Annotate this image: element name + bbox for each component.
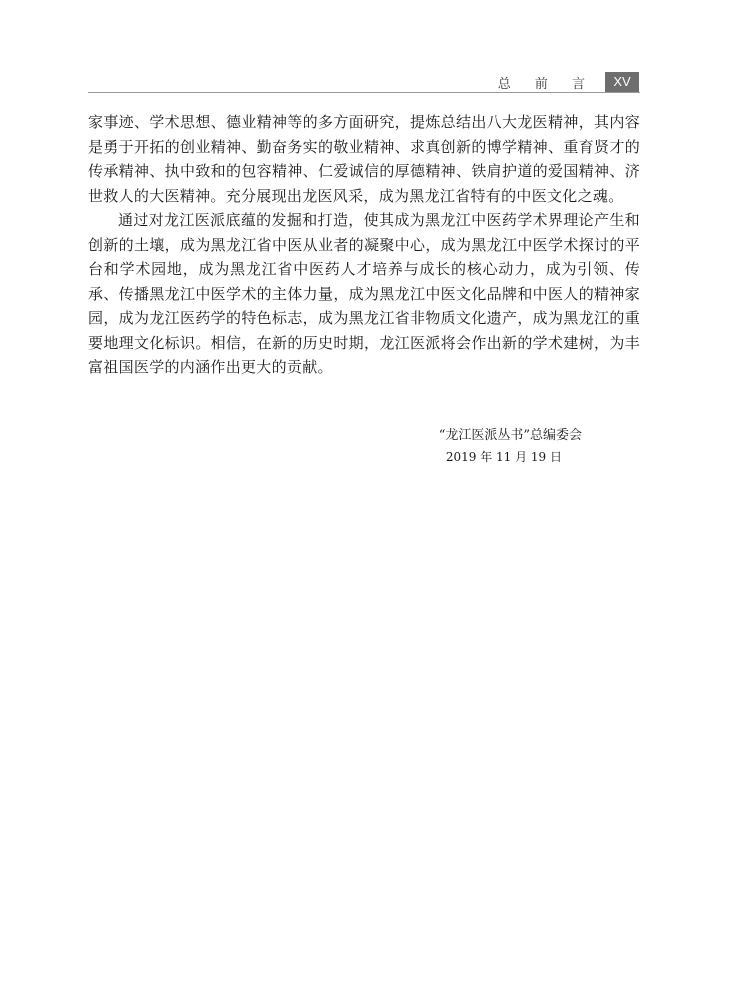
paragraph-2: 通过对龙江医派底蕴的发掘和打造，使其成为黑龙江中医药学术界理论产生和创新的土壤，成为黑龙江省中医从业者的凝聚中心，成为黑龙江中医学术探讨的平台和学术园地，成为黑龙江省中医药人才培养与成长的核心动力，成为引领、传承、传播黑龙江中医学术的主体力量，成为黑龙江中医文化品牌和中医人的精神家园，成为龙江医药学的特色标志，成为黑龙江省非物质文化遗产，成为黑龙江的重要地理文化标识。相信，在新的历史时期，龙江医派将会作出新的学术建树，为丰富祖国医学的内涵作出更大的贡献。 (88, 211, 640, 376)
header-rule (88, 92, 640, 93)
signature-date: 2019 年 11 月 19 日 (445, 450, 562, 464)
running-head (498, 72, 639, 92)
signature-organization: “龙江医派丛书”总编委会 (438, 428, 582, 443)
page-number: XV (605, 72, 639, 92)
section-title: 总 前 言 (497, 76, 595, 92)
paragraph-1: 家事迹、学术思想、德业精神等的多方面研究，提炼总结出八大龙医精神，其内容是勇于开拓的创业精神、勤奋务实的敬业精神、求真创新的博学精神、重育贤才的传承精神、执中致和的包容精神、仁爱诚信的厚德精神、铁肩护道的爱国精神、济世救人的大医精神。充分展现出龙医风采，成为黑龙江省特有的中医文化之魂。 (88, 113, 640, 205)
body-text (88, 110, 640, 380)
